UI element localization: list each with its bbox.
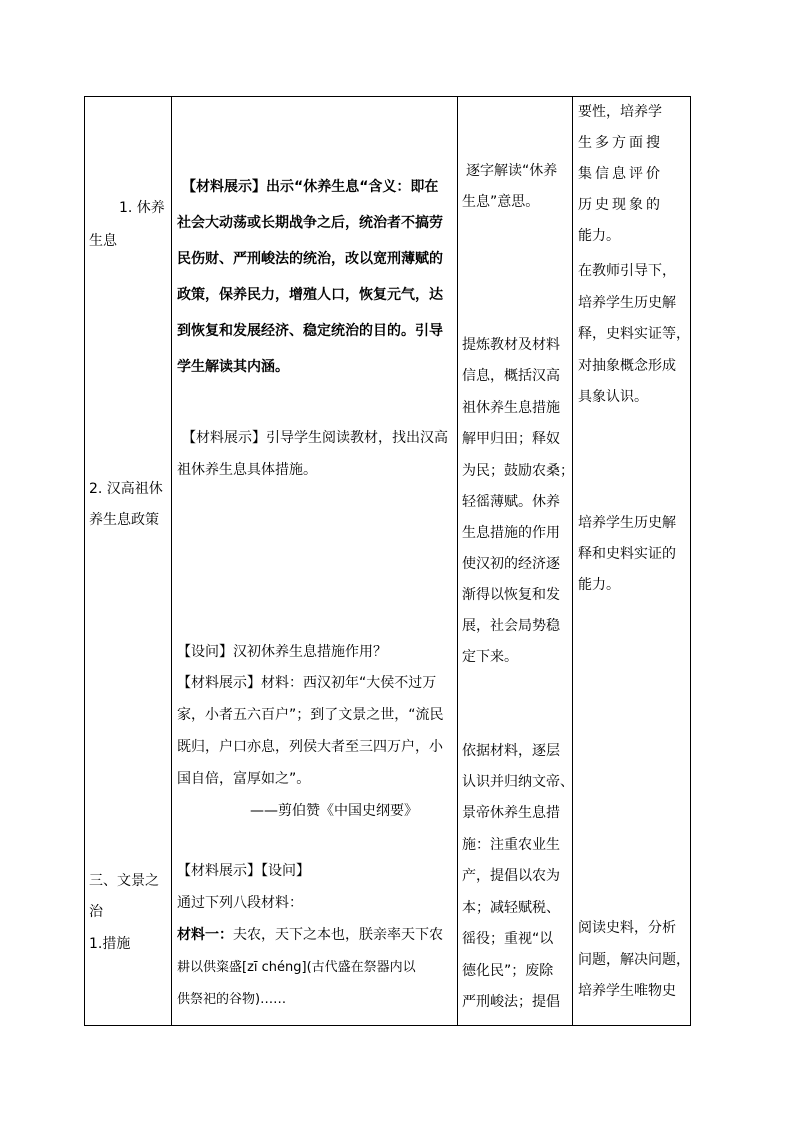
- activity-2-line9: 渐得以恢复和发: [462, 587, 560, 603]
- activity-2-line2: 信息，概括汉高: [462, 368, 560, 384]
- material-paragraph-3-line3: 既归，户口亦息，列侯大者至三四万户，小: [177, 739, 443, 755]
- activity-2-line10: 展，社会局势稳: [462, 618, 560, 634]
- intent-1-line3: 集信息评价: [578, 166, 663, 182]
- material-paragraph-4-line1: 【材料展示】【设问】: [177, 863, 310, 879]
- section-item-1-line2: 生息: [89, 233, 117, 249]
- material-paragraph-4-line3: [177, 920, 443, 951]
- intent-1-line2: 生多方面搜: [578, 135, 663, 151]
- activity-3-line3: 景帝休养生息措: [462, 805, 560, 821]
- column-divider-3: [572, 96, 573, 1026]
- column-divider-1: [171, 96, 172, 1026]
- intent-2-line3: 释，史料实证等，: [578, 326, 690, 342]
- activity-3-line5: 产，提倡以农为: [462, 868, 560, 884]
- activity-3-line9: 严刑峻法；提倡: [462, 994, 560, 1010]
- activity-2-line6: 轻徭薄赋。休养: [462, 494, 560, 510]
- intent-1-line1: 要性，培养学: [578, 104, 662, 120]
- section-item-3-line2: 治: [89, 904, 103, 920]
- material-paragraph-1-line6: 学生解读其内涵。: [177, 359, 289, 375]
- material-paragraph-1-line5: 到恢复和发展经济、稳定统治的目的。引导: [177, 323, 443, 339]
- material-paragraph-4-line4: 耕以供粢盛[zī chéng](古代盛在祭器内以: [177, 960, 416, 975]
- intent-1-line5: 能力。: [578, 228, 620, 244]
- material-source: ——剪伯赞《中国史纲要》: [250, 803, 418, 819]
- intent-3-line3: 能力。: [578, 577, 620, 593]
- material-paragraph-1-line1: 【材料展示】出示“休养生息“含义：即在: [182, 179, 439, 195]
- intent-2-line1: 在教师引导下，: [578, 263, 676, 279]
- section-item-2-line2: 养生息政策: [89, 512, 159, 528]
- activity-2-line11: 定下来。: [462, 649, 518, 665]
- intent-4-line2: 问题，解决问题，: [578, 952, 690, 968]
- material-paragraph-2-line2: 祖休养生息具体措施。: [177, 462, 317, 478]
- intent-4-line1: 阅读史料，分析: [578, 920, 676, 936]
- activity-2-line5: 为民；鼓励农桑；: [462, 463, 574, 479]
- material-paragraph-1-line2: 社会大动荡或长期战争之后，统治者不搞劳: [177, 215, 443, 231]
- activity-2-line1: 提炼教材及材料: [462, 337, 560, 353]
- activity-1-line1: 逐字解读“休养: [466, 163, 558, 179]
- material-paragraph-1-line4: 政策，保养民力，增殖人口，恢复元气，达: [177, 287, 443, 303]
- section-item-1-line1: 1. 休养: [119, 200, 165, 216]
- material-paragraph-4-line2: 通过下列八段材料：: [177, 895, 303, 911]
- material-paragraph-3-line4: 国自倍，富厚如之”。: [177, 771, 311, 787]
- table-bottom-border: [84, 1025, 691, 1026]
- material-one-text: 夫农，天下之本也，朕亲率天下农: [233, 927, 443, 943]
- activity-3-line1: 依据材料，逐层: [462, 743, 560, 759]
- activity-2-line8: 使汉初的经济逐: [462, 556, 560, 572]
- intent-1-line4: 历史现象的: [578, 197, 663, 213]
- section-item-3-sub: 1.措施: [89, 936, 131, 952]
- section-item-3-line1: 三、文景之: [89, 873, 159, 889]
- material-paragraph-2-line1: 【材料展示】引导学生阅读教材，找出汉高: [182, 430, 448, 446]
- material-paragraph-4-line5: 供祭祀的谷物)……: [177, 992, 287, 1007]
- intent-2-line2: 培养学生历史解: [578, 295, 676, 311]
- activity-2-line3: 祖休养生息措施: [462, 400, 560, 416]
- intent-2-line4: 对抽象概念形成: [578, 358, 676, 374]
- material-paragraph-1-line3: 民伤财、严刑峻法的统治，改以宽刑薄赋的: [177, 251, 443, 267]
- activity-3-line7: 徭役；重视“以: [462, 931, 554, 947]
- activity-2-line4: 解甲归田；释奴: [462, 431, 560, 447]
- activity-3-line4: 施：注重农业生: [462, 837, 560, 853]
- section-item-2-line1: 2. 汉高祖休: [89, 481, 163, 497]
- intent-3-line1: 培养学生历史解: [578, 515, 676, 531]
- table-right-border: [690, 96, 691, 1026]
- material-one-label: 材料一：: [177, 927, 233, 943]
- intent-3-line2: 释和史料实证的: [578, 546, 676, 562]
- activity-3-line6: 本；减轻赋税、: [462, 900, 560, 916]
- activity-3-line8: 德化民”；废除: [462, 963, 554, 979]
- activity-2-line7: 生息措施的作用: [462, 525, 560, 541]
- intent-2-line5: 具象认识。: [578, 389, 648, 405]
- table-left-border: [84, 96, 85, 1026]
- activity-3-line2: 认识并归纳文帝、: [462, 774, 574, 790]
- activity-1-line2: 生息”意思。: [462, 194, 540, 210]
- column-divider-2: [457, 96, 458, 1026]
- intent-4-line3: 培养学生唯物史: [578, 983, 676, 999]
- question-line: 【设问】汉初休养生息措施作用？: [177, 644, 387, 660]
- material-paragraph-3-line1: 【材料展示】材料：西汉初年“大侯不过万: [177, 675, 437, 691]
- material-paragraph-3-line2: 家，小者五六百户”；到了文景之世，“流民: [177, 707, 444, 723]
